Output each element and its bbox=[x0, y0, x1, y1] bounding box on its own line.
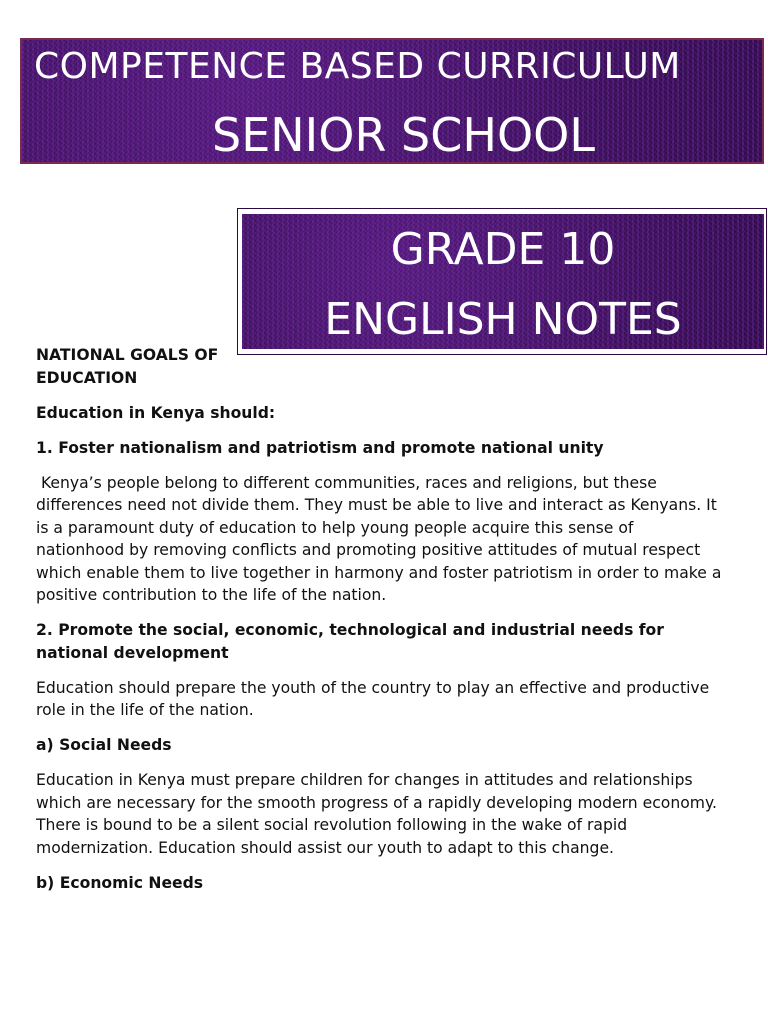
grade-title: GRADE 10 bbox=[390, 224, 616, 275]
curriculum-title: COMPETENCE BASED CURRICULUM bbox=[34, 46, 681, 87]
grade-banner bbox=[242, 214, 764, 349]
grade-box-frame bbox=[237, 208, 767, 355]
goal-1-paragraph: Kenya’s people belong to different communities, races and religions, but these differences need not divide them. They must be able to live and interact as Kenyans. It is a paramount duty of education to help young people acquire this sense of nationhood by removing conflicts and promoting positive attitudes of mutual respect which enable them to live together in harmony and foster patriotism in order to make a positive contribution to the life of the nation. bbox=[36, 473, 727, 604]
school-level-title: SENIOR SCHOOL bbox=[212, 108, 595, 162]
title-banner bbox=[20, 38, 764, 164]
subject-title: ENGLISH NOTES bbox=[324, 294, 682, 345]
intro-heading: Education in Kenya should: bbox=[36, 403, 276, 422]
economic-needs-heading: b) Economic Needs bbox=[36, 873, 204, 892]
section-heading: NATIONAL GOALS OF EDUCATION bbox=[36, 346, 219, 387]
goal-2-heading: 2. Promote the social, economic, technological and industrial needs for national development bbox=[36, 621, 664, 662]
social-needs-paragraph: Education in Kenya must prepare children for changes in attitudes and relationships which are necessary for the smooth progress of a rapidly developing modern economy. There is bound to be a silent social revolution following in the wake of rapid modernization. Education should assist our youth to adapt to this change. bbox=[36, 771, 717, 857]
document-body bbox=[36, 344, 726, 907]
goal-2-paragraph: Education should prepare the youth of the country to play an effective and productive role in the life of the nation. bbox=[36, 678, 710, 719]
social-needs-heading: a) Social Needs bbox=[36, 736, 172, 754]
goal-1-heading: 1. Foster nationalism and patriotism and promote national unity bbox=[36, 438, 604, 457]
